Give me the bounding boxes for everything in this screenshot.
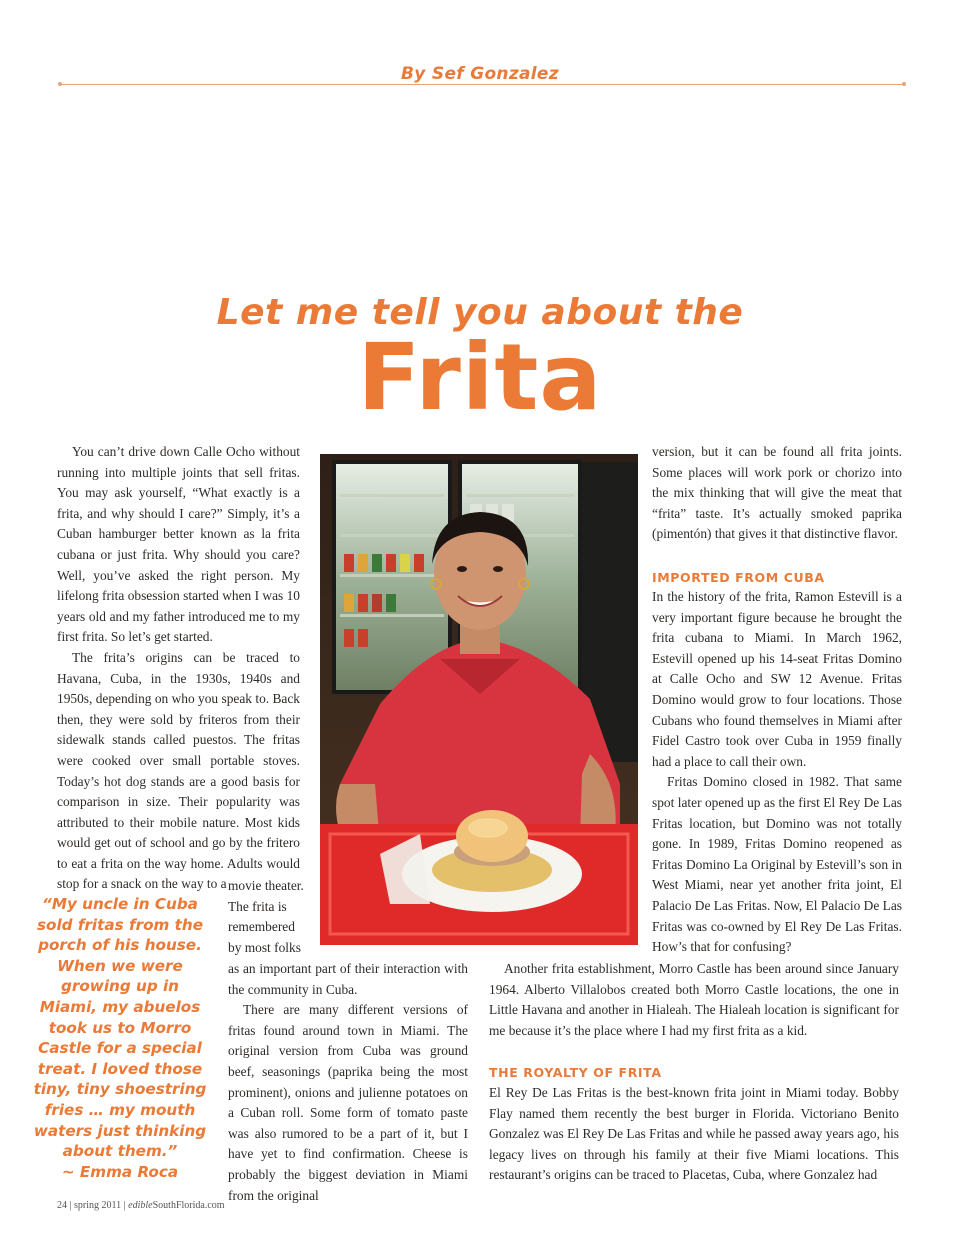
paragraph: as an important part of their interaction with the community in Cuba. (228, 961, 468, 997)
photo-illustration (320, 454, 638, 945)
paragraph: Another frita establishment, Morro Castle has been around since January 1964. Alberto Villalobos created both Morro Castle locations, the one in Little Havana and another in Hialeah. The Hialeah location is significant for me because it’s the place where I had my first frita as a kid. (489, 961, 899, 1038)
issue-label: spring 2011 (74, 1200, 122, 1211)
page-folio: 24 | spring 2011 | edibleSouthFlorida.com (57, 1200, 225, 1211)
headline-kicker: Let me tell you about the (216, 292, 744, 333)
body-column-3-section (652, 587, 902, 958)
paragraph: You can’t drive down Calle Ocho without running into multiple joints that sell fritas. You may ask yourself, “What exactly is a frita, and why should I care?” Simply, it’s a Cuban hamburger better known as la frita cubana or just frita. Why should you care? Well, you’ve asked the right person. My lifelong frita obsession started when I was 10 years old and my father introduced me to my first frita. So let’s get started. (57, 444, 300, 645)
byline: By Sef Gonzalez (401, 64, 559, 84)
paragraph: version, but it can be found all frita joints. Some places will work pork or chorizo into the mix thinking that will give the meat that “frita” taste. It’s actually smoked paprika (pimentón) that gives it that distinctive flavor. (652, 444, 902, 542)
byline-rule (60, 84, 904, 85)
body-column-1 (57, 442, 300, 895)
subhead-imported-from-cuba: IMPORTED FROM CUBA (652, 570, 825, 585)
publication-name: SouthFlorida.com (152, 1200, 225, 1211)
page-number: 24 (57, 1200, 67, 1211)
body-column-2-top (228, 876, 304, 958)
pull-quote-attribution: ~ Emma Roca (61, 1162, 179, 1181)
photo-woman-with-frita (320, 454, 638, 945)
publication-italic: edible (128, 1200, 153, 1211)
paragraph: The frita’s origins can be traced to Havana, Cuba, in the 1930s, 1940s and 1950s, depending on who you speak to. Back then, they were sold by friteros from their sidewalk stands called puestos. The fritas were cooked over small portable stoves. Today’s hot dog stands are a good basis for comparison in size. Their popularity was attributed to their mobile nature. Most kids would get out of school and go by the fritero to eat a frita on the way home. Adults would stop for a snack on the way to a (57, 649, 300, 892)
subhead-royalty-of-frita: THE ROYALTY OF FRITA (489, 1065, 662, 1080)
pull-quote-text: “My uncle in Cuba sold fritas from the porch of his house. When we were growing up in Miami, my abuelos took us to Morro Castle for a special treat. I loved those tiny, tiny shoestring fries … my mouth waters just thinking about them.” (33, 895, 207, 1161)
paragraph: Fritas Domino closed in 1982. That same spot later opened up as the first El Rey De Las Fritas location, but Domino was not totally gone. In 1989, Fritas Domino reopened as Fritas Domino La Original by Estevill’s son in West Miami, near yet another frita joint, El Palacio De Las Fritas. Now, El Palacio De Las Fritas was co-owned by El Rey De Las Fritas. How’s that for confusing? (652, 774, 902, 955)
headline-title: Frita (357, 324, 603, 431)
body-column-4 (489, 959, 899, 1041)
pull-quote (30, 894, 210, 1182)
paragraph: movie theater. The frita is remembered by most folks (228, 878, 304, 955)
body-column-5 (489, 1083, 899, 1186)
paragraph: El Rey De Las Fritas is the best-known frita joint in Miami today. Bobby Flay named them recently the best burger in Florida. Victoriano Benito Gonzalez was El Rey De Las Fritas and while he passed away years ago, his legacy lives on through his family at their five Miami locations. This restaurant’s origins can be traced to Placetas, Cuba, where Gonzalez had (489, 1085, 899, 1183)
body-column-2 (228, 959, 468, 1206)
paragraph: There are many different versions of fritas found around town in Miami. The original version from Cuba was ground beef, seasonings (paprika being the most prominent), onions and julienne potatoes on a Cuban roll. Some form of tomato paste was also rumored to be a part of it, but I have yet to find confirmation. Cheese is probably the biggest deviation in Miami from the original (228, 1002, 468, 1203)
paragraph: In the history of the frita, Ramon Estevill is a very important figure because he brought the frita cubana to Miami. In March 1962, Estevill opened up his 14-seat Fritas Domino at Calle Ocho and SW 12 Avenue. Fritas Domino would grow to four locations. Those Cubans who found themselves in Miami after Fidel Castro took over Cuba in 1959 finally had a place to call their own. (652, 589, 902, 769)
body-column-3 (652, 442, 902, 545)
